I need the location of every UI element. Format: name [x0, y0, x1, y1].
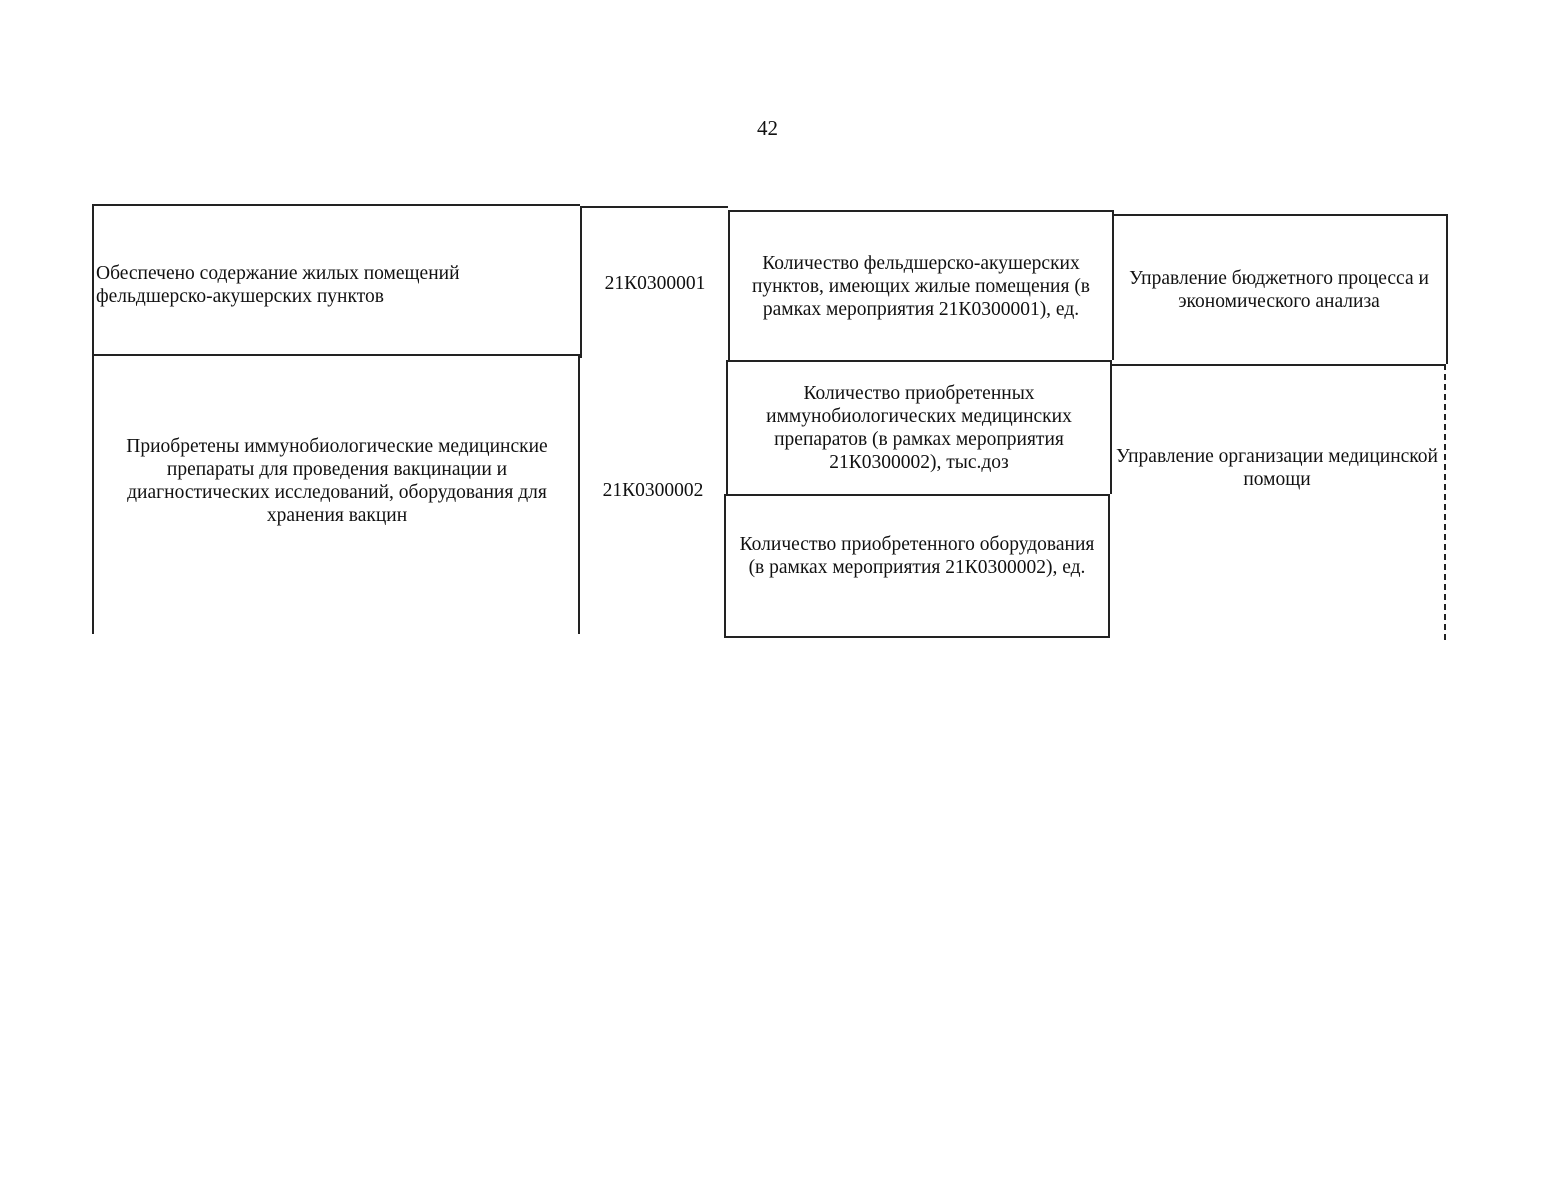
- responsible-text: Управление бюджетного процесса и экономического анализа: [1129, 268, 1429, 312]
- code-text: 21К0300002: [602, 479, 704, 501]
- table-cell-result: [92, 204, 580, 356]
- activities-table: [92, 204, 1448, 634]
- table-cell-indicator: [724, 494, 1110, 638]
- indicator-text: Количество приобретенных иммунобиологических медицинских препаратов (в рамках мероприятия 21К0300002), тыс.доз: [766, 383, 1072, 473]
- table-cell-indicator: [728, 210, 1114, 360]
- page-number: 42: [757, 116, 778, 140]
- table-cell-responsible: [1110, 364, 1446, 640]
- table-cell-responsible: [1112, 214, 1448, 364]
- table-cell-code: [580, 206, 728, 358]
- indicator-text: Количество приобретенного оборудования (в рамках мероприятия 21К0300002), ед.: [739, 534, 1095, 578]
- table-cell-result: [92, 354, 580, 634]
- result-text: Обеспечено содержание жилых помещений фельдшерско-акушерских пунктов: [96, 263, 460, 307]
- table-cell-indicator: [726, 360, 1112, 494]
- table-cell-code: [578, 356, 726, 634]
- indicator-text: Количество фельдшерско-акушерских пунктов, имеющих жилые помещения (в рамках мероприятия 21К0300001), ед.: [751, 252, 1091, 320]
- code-text: 21К0300001: [604, 272, 706, 294]
- responsible-text: Управление организации медицинской помощи: [1116, 446, 1438, 490]
- result-text: Приобретены иммунобиологические медицинские препараты для проведения вакцинации и диагностических исследований, оборудования для хранения вакцин: [126, 436, 548, 526]
